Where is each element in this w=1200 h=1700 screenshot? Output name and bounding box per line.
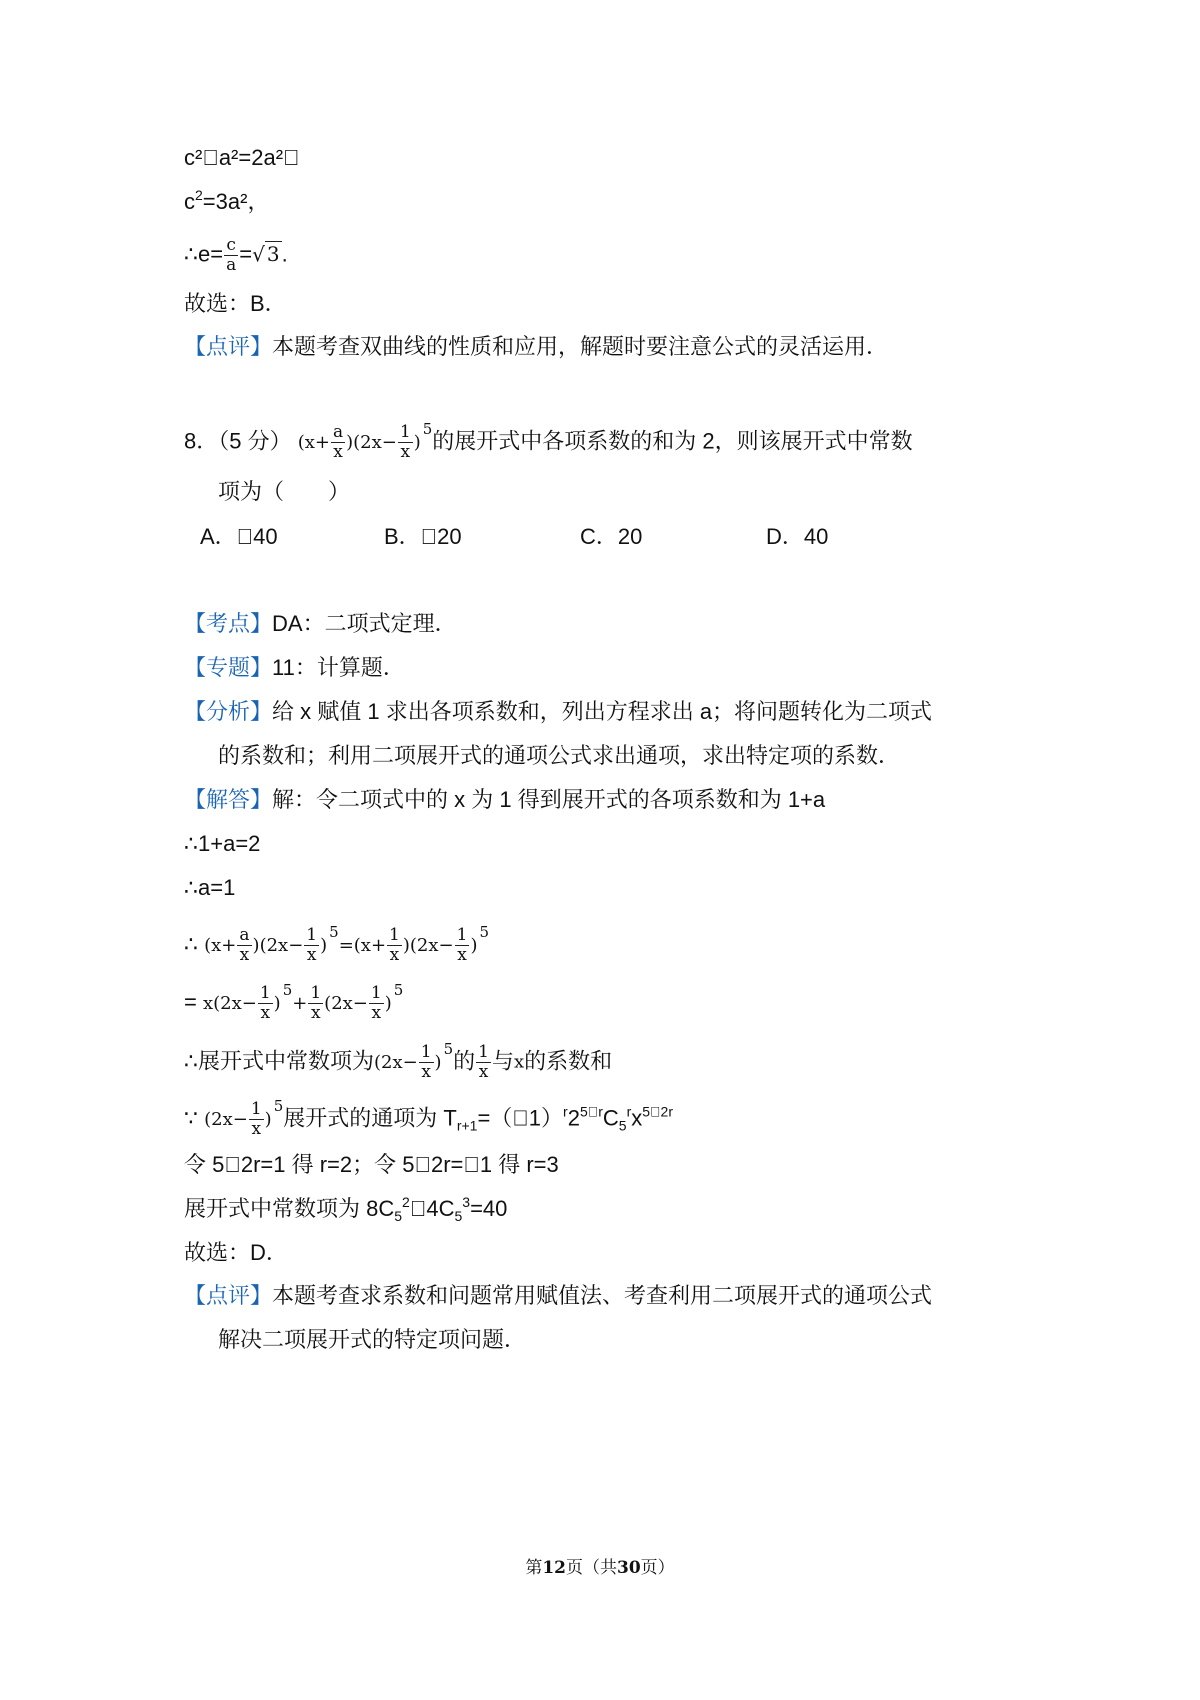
fraction-1-over-x xyxy=(308,984,323,1023)
expr-part: ) xyxy=(264,1108,272,1130)
step-8 xyxy=(184,1194,507,1224)
step-4 xyxy=(184,980,404,1023)
fraction-1-over-x xyxy=(249,1100,264,1139)
frac-num: 1 xyxy=(389,925,400,945)
step-text: 的系数和 xyxy=(524,1048,613,1074)
expr-part: ) xyxy=(434,1051,442,1073)
superscript: 3 xyxy=(462,1194,471,1210)
step-text: 展开式中常数项为 8C xyxy=(184,1196,395,1221)
fraction-a-over-x xyxy=(331,423,345,462)
radicand: 3 xyxy=(266,242,280,267)
expr-part: (x+ xyxy=(353,934,387,956)
equals: = xyxy=(184,989,197,1015)
frac-num: 1 xyxy=(250,1099,262,1119)
expr-part: ) xyxy=(470,934,478,956)
step-1: ∴1+a=2 xyxy=(184,831,261,856)
frac-den: x xyxy=(457,945,467,965)
expr-part: ) xyxy=(413,431,421,453)
superscript: 5 2r xyxy=(642,1103,673,1120)
frac-den: x xyxy=(333,442,343,462)
equals: = xyxy=(239,241,253,267)
expr-part: (2x− xyxy=(259,934,304,956)
step-text: 展开式的通项为 T xyxy=(283,1105,457,1131)
frac-den: x xyxy=(478,1062,489,1082)
frac-num: 1 xyxy=(306,925,318,945)
step-text: 2 xyxy=(567,1105,580,1131)
jieda-line-1 xyxy=(184,785,825,815)
plus: + xyxy=(292,992,308,1014)
expr-part: (2x− xyxy=(409,934,454,956)
frac-num: 1 xyxy=(420,1042,432,1062)
review-2-line-1 xyxy=(184,1281,932,1311)
question-stem: 的展开式中各项系数的和为 2，则该展开式中常数 xyxy=(432,428,913,454)
question-expression xyxy=(297,419,433,462)
expr-part: )(2x− xyxy=(346,431,397,453)
frac-num: 1 xyxy=(399,422,411,442)
expr-part: (2x− xyxy=(374,1051,418,1073)
step-text: =（ 1） xyxy=(477,1105,564,1131)
frac-num: 1 xyxy=(259,983,271,1003)
option-c: C．20 xyxy=(580,524,643,549)
therefore-e: ∴e= xyxy=(184,241,224,267)
superscript: r xyxy=(626,1103,632,1120)
kaodian-text: DA：二项式定理． xyxy=(272,611,457,636)
choice-answer-2: 故选：D． xyxy=(184,1240,288,1265)
power-expression xyxy=(204,1096,284,1139)
c-var: c xyxy=(184,189,195,214)
step-text: 的 xyxy=(453,1048,476,1074)
exponent: 5 xyxy=(329,922,339,941)
footer-text: 页） xyxy=(640,1558,675,1578)
step-3 xyxy=(184,922,490,965)
fraction-1-over-x xyxy=(387,926,402,965)
eq-rest: =3a²， xyxy=(202,189,270,214)
subscript: 5 xyxy=(394,1208,403,1224)
frac-den: x xyxy=(260,1003,271,1023)
zhuanti-tag: 【专题】 xyxy=(184,655,273,680)
exponent: 5 xyxy=(393,980,404,999)
frac-den: x xyxy=(239,945,250,965)
subscript: r+1 xyxy=(456,1117,478,1134)
step-text: C xyxy=(602,1105,619,1131)
step-5 xyxy=(184,1039,613,1082)
power-expression xyxy=(374,1039,454,1082)
option-b: B． 20 xyxy=(384,524,462,549)
step-text: x xyxy=(631,1105,643,1131)
exponent: 5 xyxy=(282,980,293,999)
fraction-1-over-x xyxy=(455,926,470,965)
expr-part: ) xyxy=(252,934,260,956)
review-text: 本题考查双曲线的性质和应用，解题时要注意公式的灵活运用． xyxy=(272,334,889,359)
frac-den: x xyxy=(306,945,317,965)
superscript: r xyxy=(563,1103,568,1120)
footer-text: 第 xyxy=(525,1558,543,1578)
review-tag: 【点评】 xyxy=(184,1283,273,1308)
frac-num: 1 xyxy=(370,983,382,1003)
fraction-1-over-x xyxy=(304,926,319,965)
fenxi-text: 给 x 赋值 1 求出各项系数和，列出方程求出 a；将问题转化为二项式 xyxy=(272,699,933,724)
review-tag: 【点评】 xyxy=(184,334,273,359)
expr-part: (2x− xyxy=(204,1108,248,1130)
x-var: x xyxy=(513,1051,525,1073)
sqrt-3: √ 3 xyxy=(252,242,280,267)
frac-num: c xyxy=(226,235,236,255)
frac-num: 1 xyxy=(456,925,468,945)
step-2: ∴a=1 xyxy=(184,875,236,900)
zhuanti-text: 11：计算题． xyxy=(272,655,405,680)
expansion-equation xyxy=(204,922,490,965)
fenxi-line-1 xyxy=(184,697,932,727)
expr-part: (2x− xyxy=(324,992,368,1014)
fraction-a-over-x xyxy=(237,926,251,965)
choice-answer-1: 故选：B． xyxy=(184,291,287,316)
equation-line-1: c² a²=2a²， xyxy=(184,145,300,170)
kaodian-tag: 【考点】 xyxy=(184,611,273,636)
sup-2: 2 xyxy=(195,187,203,203)
frac-num: a xyxy=(332,422,344,442)
therefore-sign: ∴ xyxy=(184,931,198,957)
review-2-line-2: 解决二项展开式的特定项问题． xyxy=(218,1327,527,1352)
frac-den: x xyxy=(310,1003,321,1023)
fraction-1-over-x xyxy=(369,984,384,1023)
split-expression xyxy=(202,980,404,1023)
superscript: 5 r xyxy=(579,1103,603,1120)
because-sign: ∵ xyxy=(184,1105,198,1131)
exponent: 5 xyxy=(479,922,490,941)
page-total: 30 xyxy=(617,1558,641,1578)
question-number: 8．（5 分） xyxy=(184,428,292,454)
subscript: 5 xyxy=(618,1117,627,1134)
step-text: =40 xyxy=(470,1196,508,1221)
expr-part: ) xyxy=(273,992,281,1014)
step-text: 与 xyxy=(491,1048,514,1074)
frac-den: x xyxy=(251,1119,262,1139)
footer-text: 页（共 xyxy=(566,1558,617,1578)
kaodian-line xyxy=(184,609,457,639)
fraction-1-over-x xyxy=(398,423,413,462)
exponent: 5 xyxy=(273,1096,284,1115)
step-text:  4C xyxy=(409,1196,455,1221)
frac-den: x xyxy=(389,945,400,965)
page-footer xyxy=(0,1556,1200,1580)
page-number: 12 xyxy=(542,1558,566,1578)
zhuanti-line xyxy=(184,653,405,683)
frac-den: x xyxy=(400,442,411,462)
frac-num: a xyxy=(239,925,250,945)
frac-den: x xyxy=(371,1003,382,1023)
fraction-c-over-a xyxy=(224,236,238,275)
period: . xyxy=(281,241,288,267)
fenxi-tag: 【分析】 xyxy=(184,699,273,724)
eccentricity-line xyxy=(184,236,288,275)
frac-num: 1 xyxy=(310,983,322,1003)
expr-part: ) xyxy=(320,934,328,956)
fenxi-line-2: 的系数和；利用二项展开式的通项公式求出通项，求出特定项的系数． xyxy=(218,743,901,768)
step-7: 令 5 2r=1 得 r=2；令 5 2r= 1 得 r=3 xyxy=(184,1152,559,1177)
step-text: ∴展开式中常数项为 xyxy=(184,1048,374,1074)
jieda-text: 解：令二项式中的 x 为 1 得到展开式的各项系数和为 1+a xyxy=(272,787,826,812)
question-8-line-2: 项为（ ） xyxy=(218,479,351,504)
frac-den: a xyxy=(226,255,237,275)
step-6 xyxy=(184,1096,673,1139)
subscript: 5 xyxy=(454,1208,463,1224)
exponent: 5 xyxy=(443,1039,454,1058)
option-a: A． 40 xyxy=(200,524,278,549)
fraction-1-over-x xyxy=(419,1043,434,1082)
option-d: D．40 xyxy=(766,524,829,549)
fraction-1-over-x xyxy=(258,984,273,1023)
fraction-1-over-x xyxy=(476,1043,491,1082)
frac-den: x xyxy=(421,1062,431,1082)
superscript: 2 xyxy=(402,1194,410,1210)
exponent: 5 xyxy=(422,419,433,438)
equals: = xyxy=(338,934,354,956)
review-1 xyxy=(184,332,888,362)
jieda-tag: 【解答】 xyxy=(184,787,273,812)
expr-part: (x+ xyxy=(204,934,237,956)
review-text: 本题考查求系数和问题常用赋值法、考查利用二项展开式的通项公式 xyxy=(272,1283,933,1308)
expr-part: ) xyxy=(402,934,410,956)
frac-num: 1 xyxy=(478,1042,489,1062)
expr-part: x(2x− xyxy=(202,992,257,1014)
equation-line-2 xyxy=(184,187,269,217)
expr-part: ) xyxy=(384,992,392,1014)
question-8-line-1 xyxy=(184,419,913,462)
expr-part: (x+ xyxy=(297,431,330,453)
